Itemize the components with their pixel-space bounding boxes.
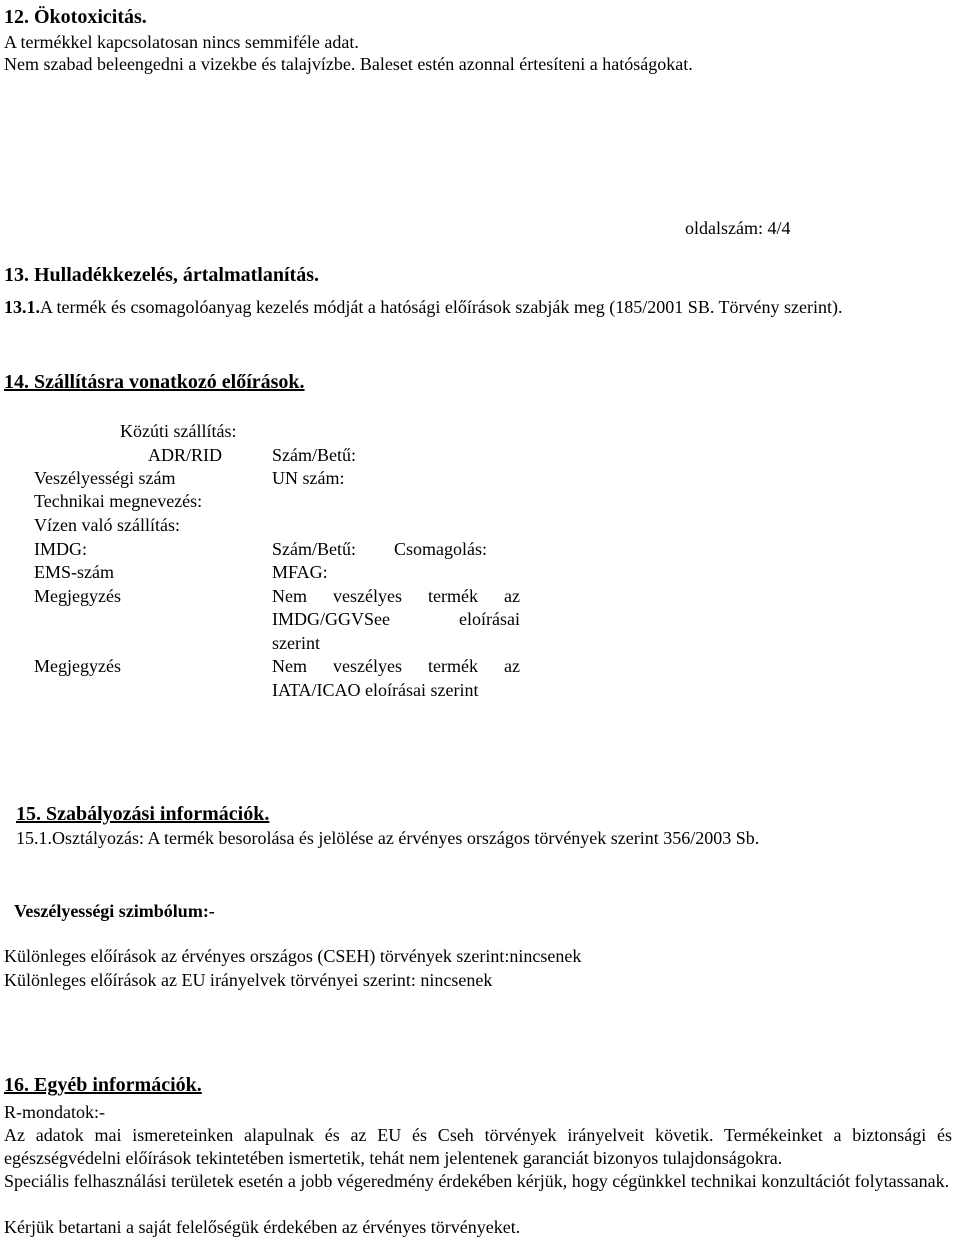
info-paragraph-1: Az adatok mai ismereteinken alapulnak és az EU és Cseh törvények irányelveit követik. Termékeinket a biztonsági és egészségvédelni előírások tekintetében ismertetik, tehát nem jelentenek garanciát bizonyos tulajdonságokra. [4, 1125, 952, 1168]
section-15-title: 15. Szabályozási információk. [16, 803, 270, 825]
imdg-label: IMDG: [34, 539, 87, 559]
mfag-label: MFAG: [272, 562, 328, 582]
info-paragraph-3: Kérjük betartani a saját felelőségük érdekében az érvényes törvényeket. [4, 1217, 521, 1237]
section-15-1: 15.1.Osztályozás: A termék besorolása és jelölése az érvényes országos törvények szerint 356/2003 Sb. [16, 828, 760, 848]
adr-rid-label: ADR/RID [148, 445, 223, 465]
hazard-symbol-heading: Veszélyességi szimbólum:- [14, 901, 215, 921]
section-14-title: 14. Szállításra vonatkozó előírások. [4, 371, 305, 393]
road-transport-heading: Közúti szállítás: [120, 421, 237, 441]
section-13-1-text: A termék és csomagolóanyag kezelés módját a hatósági előírások szabják meg (185/2001 SB. Törvény szerint). [40, 297, 843, 317]
page-number: oldalszám: 4/4 [685, 218, 791, 238]
note-1-label: Megjegyzés [34, 586, 121, 606]
section-13-1 [4, 296, 842, 319]
technical-name-label: Technikai megnevezés: [34, 491, 203, 511]
ems-number-label: EMS-szám [34, 562, 114, 582]
note-2-line-2: IATA/ICAO eloírásai szerint [272, 680, 479, 700]
special-rules-eu: Különleges előírások az EU irányelvek törvényei szerint: nincsenek [4, 970, 493, 990]
un-number-label: UN szám: [272, 468, 345, 488]
section-16-title: 16. Egyéb információk. [4, 1074, 202, 1096]
info-paragraph-2: Speciális felhasználási területek esetén a jobb végeredmény érdekében kérjük, hogy cégünkkel technikai konzultációt folytassanak. [4, 1171, 950, 1191]
packaging-label: Csomagolás: [394, 539, 487, 559]
water-transport-label: Vízen való szállítás: [34, 515, 180, 535]
hazard-number-label: Veszélyességi szám [34, 468, 176, 488]
note-2-label: Megjegyzés [34, 656, 121, 676]
road-szam-betu-label: Szám/Betű: [272, 445, 356, 465]
water-szam-betu-label: Szám/Betű: [272, 539, 356, 559]
note-2-line-1: Nem veszélyes termék az [272, 656, 520, 676]
note-1-line-3: szerint [272, 633, 320, 653]
note-1-line-2: IMDG/GGVSee eloírásai [272, 609, 520, 629]
r-phrases: R-mondatok:- [4, 1102, 105, 1122]
section-13-1-number: 13.1. [4, 297, 40, 317]
section-12-line-1: A termékkel kapcsolatosan nincs semmiféle adat. [4, 32, 359, 52]
section-13-title: 13. Hulladékkezelés, ártalmatlanítás. [4, 264, 319, 286]
note-1-line-1: Nem veszélyes termék az [272, 586, 520, 606]
special-rules-national: Különleges előírások az érvényes országos (CSEH) törvények szerint:nincsenek [4, 946, 582, 966]
section-12-title: 12. Ökotoxicitás. [4, 6, 147, 28]
section-12-line-2: Nem szabad beleengedni a vizekbe és talajvízbe. Baleset estén azonnal értesíteni a hatóságokat. [4, 54, 693, 74]
